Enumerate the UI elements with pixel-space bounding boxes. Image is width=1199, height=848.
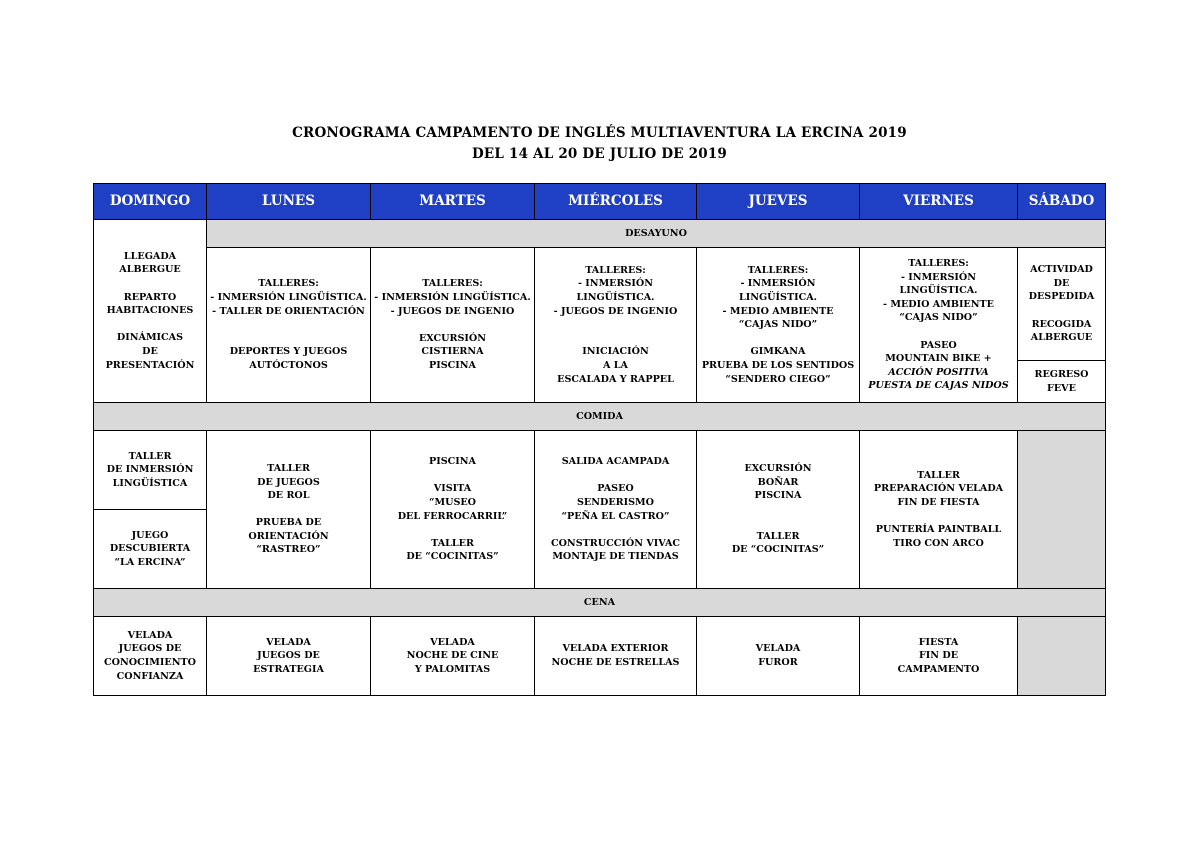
cell-sabado-morning-bottom: REGRESO FEVE xyxy=(1018,361,1106,403)
cell-jueves-afternoon: EXCURSIÓN BOÑAR PISCINA TALLER DE “COCINITAS” xyxy=(697,431,860,589)
cell-sabado-night xyxy=(1018,617,1106,696)
cell-sabado-afternoon xyxy=(1018,431,1106,589)
cell-martes-night: VELADA NOCHE DE CINE Y PALOMITAS xyxy=(371,617,535,696)
schedule-title: CRONOGRAMA CAMPAMENTO DE INGLÉS MULTIAVENTURA LA ERCINA 2019 xyxy=(292,125,907,141)
morning-row-top xyxy=(94,248,1106,361)
cell-domingo-afternoon-bottom: JUEGO DESCUBIERTA “LA ERCINA” xyxy=(94,510,207,589)
day-header-domingo: DOMINGO xyxy=(94,184,207,220)
day-header-martes: MARTES xyxy=(371,184,535,220)
cell-martes-afternoon: PISCINA VISITA “MUSEO DEL FERROCARRIL” TALLER DE “COCINITAS” xyxy=(371,431,535,589)
cell-lunes-afternoon: TALLER DE JUEGOS DE ROL PRUEBA DE ORIENTACIÓN “RASTREO” xyxy=(207,431,371,589)
cell-miercoles-afternoon: SALIDA ACAMPADA PASEO SENDERISMO “PEÑA EL CASTRO” CONSTRUCCIÓN VIVAC MONTAJE DE TIENDAS xyxy=(535,431,697,589)
cell-miercoles-night: VELADA EXTERIOR NOCHE DE ESTRELLAS xyxy=(535,617,697,696)
cell-viernes-night: FIESTA FIN DE CAMPAMENTO xyxy=(860,617,1018,696)
cell-viernes-afternoon: TALLER PREPARACIÓN VELADA FIN DE FIESTA PUNTERÍA PAINTBALL TIRO CON ARCO xyxy=(860,431,1018,589)
schedule-dates: DEL 14 AL 20 DE JULIO DE 2019 xyxy=(471,146,728,162)
afternoon-row-top xyxy=(94,431,1106,510)
cell-martes-morning: TALLERES: - INMERSIÓN LINGÜÍSTICA. - JUEGOS DE INGENIO EXCURSIÓN CISTIERNA PISCINA xyxy=(371,248,535,403)
cell-domingo-night: VELADA JUEGOS DE CONOCIMIENTO CONFIANZA xyxy=(94,617,207,696)
day-header-row xyxy=(94,184,1106,220)
cell-jueves-morning: TALLERES: - INMERSIÓN LINGÜÍSTICA. - MEDIO AMBIENTE “CAJAS NIDO” GIMKANA PRUEBA DE LOS SENTIDOS “SENDERO CIEGO” xyxy=(697,248,860,403)
breakfast-row xyxy=(94,220,1106,248)
day-header-sabado: SÁBADO xyxy=(1018,184,1106,220)
day-header-lunes: LUNES xyxy=(207,184,371,220)
band-cena: CENA xyxy=(94,589,1106,617)
cell-domingo-morning: LLEGADA ALBERGUE REPARTO HABITACIONES DINÁMICAS DE PRESENTACIÓN xyxy=(94,220,207,403)
cell-lunes-night: VELADA JUEGOS DE ESTRATEGIA xyxy=(207,617,371,696)
cell-jueves-night: VELADA FUROR xyxy=(697,617,860,696)
cell-miercoles-morning: TALLERES: - INMERSIÓN LINGÜÍSTICA. - JUEGOS DE INGENIO INICIACIÓN A LA ESCALADA Y RAPPEL xyxy=(535,248,697,403)
day-header-miercoles: MIÉRCOLES xyxy=(535,184,697,220)
cell-viernes-morning xyxy=(860,248,1018,403)
lunch-row xyxy=(94,403,1106,431)
schedule-table xyxy=(93,183,1106,696)
viernes-morning-text: TALLERES: - INMERSIÓN LINGÜÍSTICA. - MEDIO AMBIENTE “CAJAS NIDO” PASEO MOUNTAIN BIKE + xyxy=(883,258,994,365)
viernes-morning-italic: ACCIÓN POSITIVA PUESTA DE CAJAS NIDOS xyxy=(868,366,1009,392)
day-header-viernes: VIERNES xyxy=(860,184,1018,220)
night-row xyxy=(94,617,1106,696)
cell-domingo-afternoon-top: TALLER DE INMERSIÓN LINGÜÍSTICA xyxy=(94,431,207,510)
band-comida: COMIDA xyxy=(94,403,1106,431)
day-header-jueves: JUEVES xyxy=(697,184,860,220)
cell-sabado-morning-top: ACTIVIDAD DE DESPEDIDA RECOGIDA ALBERGUE xyxy=(1018,248,1106,361)
cell-lunes-morning: TALLERES: - INMERSIÓN LINGÜÍSTICA. - TALLER DE ORIENTACIÓN DEPORTES Y JUEGOS AUTÓCTONOS xyxy=(207,248,371,403)
dinner-row xyxy=(94,589,1106,617)
band-desayuno: DESAYUNO xyxy=(207,220,1106,248)
